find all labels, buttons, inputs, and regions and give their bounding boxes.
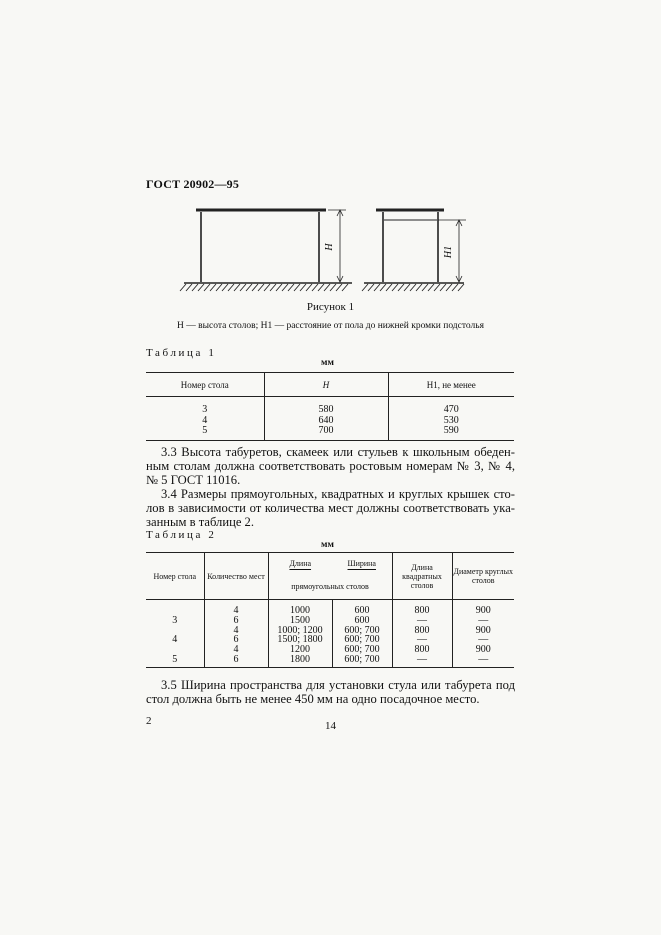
paragraph-line: 3.4 Размеры прямоугольных, квадратных и круглых крышек сто- bbox=[161, 487, 515, 501]
table-cell: 4 bbox=[204, 626, 268, 636]
floor-hatching-right bbox=[362, 284, 464, 291]
table2-header-rect: прямоугольных столов bbox=[268, 573, 392, 600]
table-cell: 900 bbox=[452, 626, 514, 636]
page-number: 14 bbox=[325, 720, 336, 732]
table-cell: 900 bbox=[452, 600, 514, 616]
paragraph-line: занным в таблице 2. bbox=[146, 515, 255, 530]
table1-header-cell: Номер стола bbox=[146, 373, 264, 397]
table-cell: 1200 bbox=[268, 645, 332, 655]
table-cell: 900 bbox=[452, 645, 514, 655]
paragraph-3-5 bbox=[146, 678, 515, 706]
table1-header-cell: H bbox=[264, 373, 388, 397]
figure-table-dimensions bbox=[176, 200, 476, 296]
table1-header-row bbox=[146, 373, 514, 397]
table-cell: — bbox=[392, 635, 452, 645]
table-cell: 1000 bbox=[268, 600, 332, 616]
table-cell: 4 bbox=[204, 645, 268, 655]
table-cell: 600; 700 bbox=[332, 655, 392, 667]
table-cell: 800 bbox=[392, 645, 452, 655]
table-row bbox=[146, 655, 514, 667]
table-cell: 800 bbox=[392, 600, 452, 616]
table1-header-cell: H1, не менее bbox=[388, 373, 514, 397]
table-cell bbox=[146, 600, 204, 616]
floor-hatching-left bbox=[180, 284, 348, 291]
table-cell: 640 bbox=[264, 416, 388, 427]
document-standard-header: ГОСТ 20902—95 bbox=[146, 177, 240, 191]
table2-header-length: Длина bbox=[268, 553, 332, 574]
table2-header-seats: Количество мест bbox=[204, 553, 268, 600]
paragraph-line: ным столам должна соответствовать ростовым номерам № 3, № 4, bbox=[146, 459, 515, 474]
table-cell: 4 bbox=[202, 414, 208, 426]
table-cell: 530 bbox=[388, 416, 514, 427]
table2-header-row bbox=[146, 553, 514, 574]
paragraph-line: лов в зависимости от количества мест должны соответствовать ука- bbox=[146, 501, 515, 516]
table-cell: 600 bbox=[332, 616, 392, 626]
table1 bbox=[146, 372, 514, 441]
table1-unit: мм bbox=[321, 358, 334, 368]
table-cell: 700 bbox=[264, 426, 388, 440]
table-cell: 590 bbox=[388, 426, 514, 440]
page-number-left: 2 bbox=[146, 715, 152, 727]
table-cell: 1500 bbox=[268, 616, 332, 626]
table-row bbox=[146, 616, 514, 626]
table-row bbox=[146, 626, 514, 636]
table-cell: — bbox=[392, 655, 452, 667]
table2-header-round: Диаметр круглых столов bbox=[452, 553, 514, 600]
table-row bbox=[146, 600, 514, 616]
table-cell: 1500; 1800 bbox=[268, 635, 332, 645]
table1-title: Таблица 1 bbox=[146, 347, 217, 359]
paragraph-line: 3.5 Ширина пространства для установки стула или табурета под bbox=[161, 678, 515, 692]
paragraph-3-3 bbox=[146, 445, 515, 488]
table-cell: 600 bbox=[332, 600, 392, 616]
table2 bbox=[146, 552, 514, 668]
table-cell: 4 bbox=[172, 634, 178, 646]
table-row bbox=[146, 397, 514, 416]
table-row bbox=[146, 426, 514, 440]
table2-title: Таблица 2 bbox=[146, 529, 217, 541]
table-cell: 600; 700 bbox=[332, 635, 392, 645]
table-cell: — bbox=[392, 616, 452, 626]
label-h1: H1 bbox=[443, 245, 454, 259]
table-cell: 3 bbox=[172, 614, 178, 626]
label-h: H bbox=[324, 243, 335, 251]
table-cell: 3 bbox=[202, 404, 208, 415]
table-cell: 580 bbox=[264, 397, 388, 416]
table-cell: — bbox=[452, 635, 514, 645]
paragraph-line: стол должна быть не менее 450 мм на одно посадочное место. bbox=[146, 692, 480, 707]
table2-header-number: Номер стола bbox=[146, 553, 204, 600]
table-cell: 600; 700 bbox=[332, 645, 392, 655]
table-cell: 6 bbox=[204, 635, 268, 645]
table-cell: 800 bbox=[392, 626, 452, 636]
table-row bbox=[146, 645, 514, 655]
table-cell: 1800 bbox=[268, 655, 332, 667]
paragraph-3-4 bbox=[146, 487, 515, 530]
table-cell: — bbox=[452, 616, 514, 626]
table-cell: 470 bbox=[388, 397, 514, 416]
paragraph-line: 3.3 Высота табуретов, скамеек или стульев к школьным обеден- bbox=[161, 445, 515, 459]
table-cell: 600; 700 bbox=[332, 626, 392, 636]
table-cell: 1000; 1200 bbox=[268, 626, 332, 636]
table2-unit: мм bbox=[321, 540, 334, 550]
table-cell: 6 bbox=[204, 655, 268, 667]
table-cell: 6 bbox=[204, 616, 268, 626]
paragraph-line: № 5 ГОСТ 11016. bbox=[146, 473, 241, 488]
figure-caption: Рисунок 1 bbox=[306, 301, 355, 313]
table-row bbox=[146, 635, 514, 645]
table2-header-width: Ширина bbox=[332, 553, 392, 574]
table2-header-square: Длина квадратных столов bbox=[392, 553, 452, 600]
table-cell: 5 bbox=[146, 655, 204, 667]
table-cell: 4 bbox=[204, 600, 268, 616]
table-cell: — bbox=[452, 655, 514, 667]
table-cell: 5 bbox=[146, 426, 264, 440]
figure-legend: H — высота столов; H1 — расстояние от пола до нижней кромки подстолья bbox=[177, 321, 484, 331]
